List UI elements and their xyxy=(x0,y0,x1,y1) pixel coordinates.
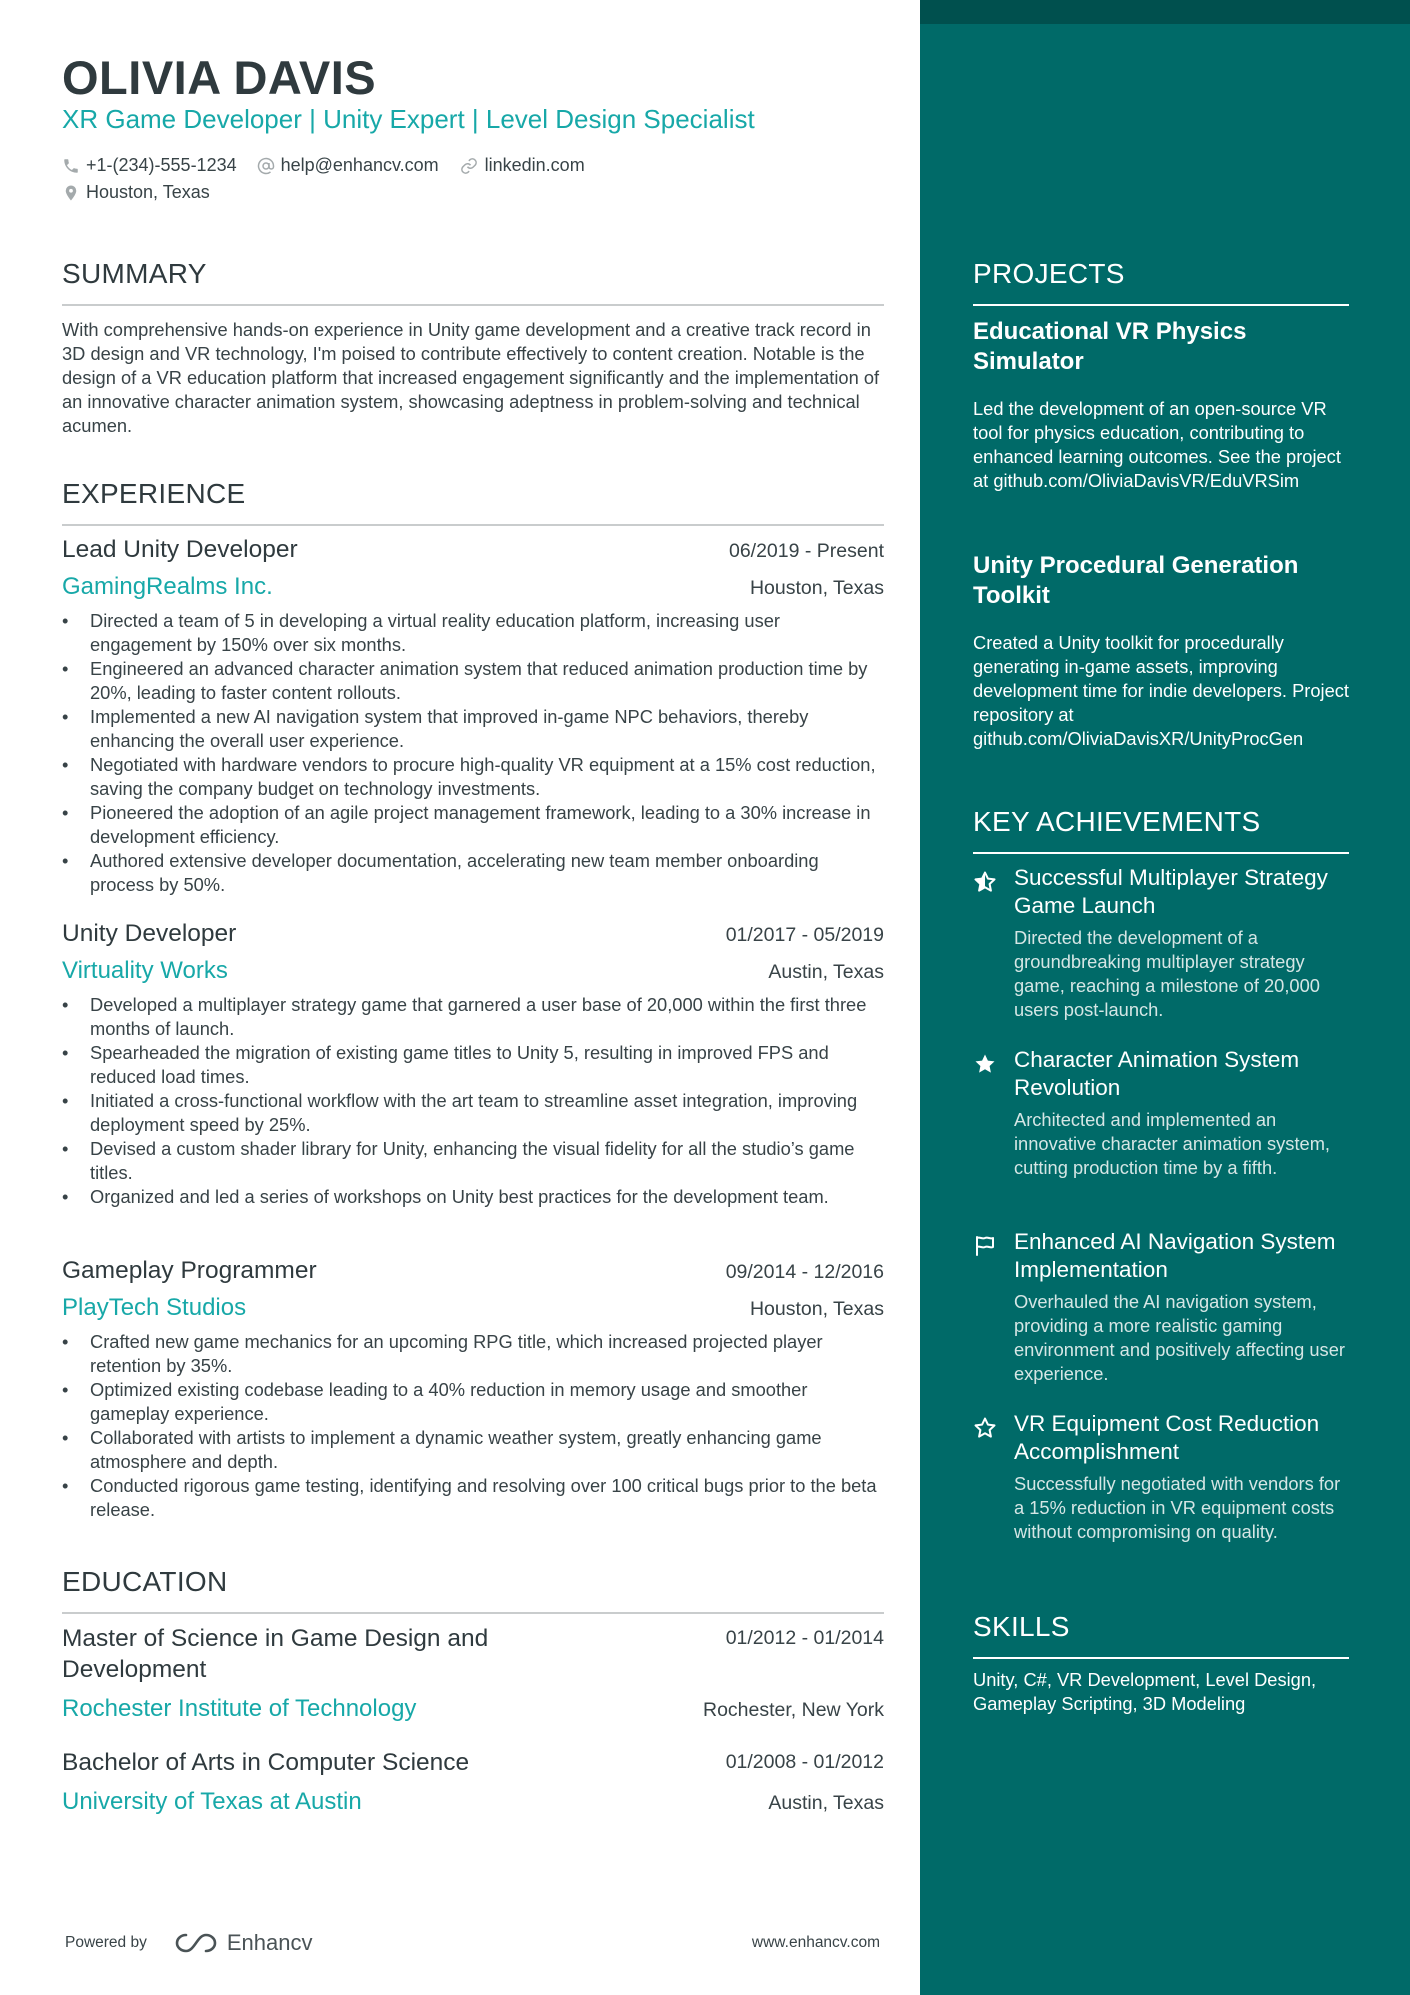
job-bullet: • Optimized existing codebase leading to a 40% reduction in memory usage and smoother gameplay experience. xyxy=(62,1378,884,1426)
job-bullet: • Collaborated with artists to implement a dynamic weather system, greatly enhancing game atmosphere and depth. xyxy=(62,1426,884,1474)
star-icon xyxy=(973,1052,997,1076)
achievement-title: Character Animation System Revolution xyxy=(1014,1047,1300,1100)
brand-logo[interactable] xyxy=(173,1930,313,1956)
enhancv-logo-icon xyxy=(173,1931,219,1955)
skills-list: Unity, C#, VR Development, Level Design, Gameplay Scripting, 3D Modeling xyxy=(973,1669,1317,1714)
achievement-entry xyxy=(973,1410,1353,1544)
powered-by-label: Powered by xyxy=(65,1934,147,1951)
project-description: Led the development of an open-source VR tool for physics education, contributing to enhanced learning outcomes. See the project at github.com/OliviaDavisVR/EduVRSim xyxy=(973,398,1341,491)
achievement-title: Enhanced AI Navigation System Implementation xyxy=(1014,1229,1336,1282)
achievement-description: Successfully negotiated with vendors for a 15% reduction in VR equipment costs without compromising on quality. xyxy=(1014,1473,1341,1542)
degree-title: Bachelor of Arts in Computer Science xyxy=(62,1749,470,1776)
location-pin-icon xyxy=(62,183,80,203)
project-entry xyxy=(973,551,1353,751)
footer xyxy=(65,1930,880,1956)
job-entry xyxy=(62,1257,884,1522)
school-name: University of Texas at Austin xyxy=(62,1788,362,1815)
summary-text: With comprehensive hands-on experience in Unity game development and a creative track record in 3D design and VR technology, I'm poised to contribute effectively to content creation. Notable is the design of a VR education platform that increased engagement significantly and the implementation of an innovative character animation system, showcasing adeptness in problem-solving and technical acumen. xyxy=(62,319,880,436)
experience-heading: EXPERIENCE xyxy=(62,478,246,509)
education-dates: 01/2008 - 01/2012 xyxy=(725,1751,884,1773)
job-location: Houston, Texas xyxy=(749,1298,884,1320)
job-dates: 09/2014 - 12/2016 xyxy=(725,1261,884,1283)
job-dates: 06/2019 - Present xyxy=(728,540,884,562)
education-entry xyxy=(62,1747,884,1816)
summary-divider xyxy=(62,304,884,306)
job-bullets xyxy=(62,609,884,897)
sidebar-top-band xyxy=(920,0,1410,24)
job-title: Lead Unity Developer xyxy=(62,536,298,563)
achievement-title: VR Equipment Cost Reduction Accomplishment xyxy=(1014,1411,1320,1464)
flag-icon xyxy=(973,1234,997,1258)
job-entry xyxy=(62,920,884,1209)
job-bullet: • Spearheaded the migration of existing game titles to Unity 5, resulting in improved FPS and reduced load times. xyxy=(62,1041,884,1089)
link-icon xyxy=(459,157,479,175)
job-bullet: • Initiated a cross-functional workflow with the art team to streamline asset integration, improving deployment speed by 25%. xyxy=(62,1089,884,1137)
company-name: GamingRealms Inc. xyxy=(62,573,273,600)
star-outline-icon xyxy=(973,1416,997,1440)
skills-heading: SKILLS xyxy=(973,1611,1070,1642)
job-bullet: • Implemented a new AI navigation system that improved in-game NPC behaviors, thereby enhancing the overall user experience. xyxy=(62,705,884,753)
job-location: Houston, Texas xyxy=(749,577,884,599)
achievement-description: Architected and implemented an innovative character animation system, cutting production time by a fifth. xyxy=(1014,1109,1331,1178)
at-icon xyxy=(257,157,275,175)
phone-contact xyxy=(62,155,237,176)
job-bullet: • Negotiated with hardware vendors to procure high-quality VR equipment at a 15% cost reduction, saving the company budget on technology investments. xyxy=(62,753,884,801)
job-bullets xyxy=(62,1330,884,1522)
job-bullet: • Organized and led a series of workshops on Unity best practices for the development team. xyxy=(62,1185,884,1209)
phone-icon xyxy=(62,157,80,175)
summary-heading: SUMMARY xyxy=(62,258,207,289)
education-heading: EDUCATION xyxy=(62,1566,228,1597)
phone-text: +1-(234)-555-1234 xyxy=(86,155,237,175)
footer-url[interactable]: www.enhancv.com xyxy=(751,1934,880,1951)
job-dates: 01/2017 - 05/2019 xyxy=(725,924,884,946)
job-bullet: • Authored extensive developer documentation, accelerating new team member onboarding process by 50%. xyxy=(62,849,884,897)
brand-name: Enhancv xyxy=(226,1930,313,1955)
powered-by xyxy=(65,1930,312,1956)
education-entry xyxy=(62,1623,884,1723)
job-bullet: • Conducted rigorous game testing, identifying and resolving over 100 critical bugs prior to the beta release. xyxy=(62,1474,884,1522)
email-text: help@enhancv.com xyxy=(280,155,439,175)
experience-divider xyxy=(62,524,884,526)
education-location: Austin, Texas xyxy=(768,1792,884,1814)
education-dates: 01/2012 - 01/2014 xyxy=(725,1627,884,1649)
job-bullets xyxy=(62,993,884,1209)
skills-divider xyxy=(973,1657,1349,1659)
job-title: Unity Developer xyxy=(62,920,237,947)
job-bullet: • Crafted new game mechanics for an upcoming RPG title, which increased projected player retention by 35%. xyxy=(62,1330,884,1378)
job-bullet: • Pioneered the adoption of an agile project management framework, leading to a 30% increase in development efficiency. xyxy=(62,801,884,849)
achievement-entry xyxy=(973,1228,1353,1386)
job-bullet: • Devised a custom shader library for Unity, enhancing the visual fidelity for all the studio’s game titles. xyxy=(62,1137,884,1185)
sidebar xyxy=(920,0,1410,1995)
job-location: Austin, Texas xyxy=(768,961,884,983)
half-star-icon xyxy=(973,870,997,894)
company-name: Virtuality Works xyxy=(62,957,228,984)
achievement-description: Directed the development of a groundbreaking multiplayer strategy game, reaching a milestone of 20,000 users post-launch. xyxy=(1014,927,1320,1020)
achievement-description: Overhauled the AI navigation system, providing a more realistic gaming environment and positively affecting user experience. xyxy=(1014,1291,1345,1384)
location-contact xyxy=(62,182,210,203)
projects-heading: PROJECTS xyxy=(973,258,1125,289)
project-title: Unity Procedural Generation Toolkit xyxy=(973,552,1299,609)
achievement-entry xyxy=(973,864,1353,1022)
job-bullet: • Developed a multiplayer strategy game that garnered a user base of 20,000 within the first three months of launch. xyxy=(62,993,884,1041)
projects-divider xyxy=(973,304,1349,306)
location-text: Houston, Texas xyxy=(86,182,210,202)
job-bullet: • Directed a team of 5 in developing a virtual reality education platform, increasing user engagement by 150% over six months. xyxy=(62,609,884,657)
achievements-heading: KEY ACHIEVEMENTS xyxy=(973,806,1261,837)
contact-info xyxy=(62,152,882,206)
project-title: Educational VR Physics Simulator xyxy=(973,318,1247,375)
achievements-divider xyxy=(973,852,1349,854)
degree-title: Master of Science in Game Design and Development xyxy=(62,1625,489,1683)
project-description: Created a Unity toolkit for procedurally generating in-game assets, improving development time for indie developers. Project repository at github.com/OliviaDavisXR/UnityProcGen xyxy=(973,632,1349,749)
education-divider xyxy=(62,1612,884,1614)
school-name: Rochester Institute of Technology xyxy=(62,1695,417,1722)
achievement-title: Successful Multiplayer Strategy Game Launch xyxy=(1014,865,1328,918)
project-entry xyxy=(973,317,1353,493)
candidate-headline: XR Game Developer | Unity Expert | Level Design Specialist xyxy=(62,104,755,134)
candidate-name: OLIVIA DAVIS xyxy=(62,51,377,104)
linkedin-contact[interactable] xyxy=(459,155,585,176)
linkedin-text: linkedin.com xyxy=(484,155,585,175)
email-contact[interactable] xyxy=(257,155,439,176)
achievement-entry xyxy=(973,1046,1353,1180)
job-bullet: • Engineered an advanced character animation system that reduced animation production time by 20%, leading to faster content rollouts. xyxy=(62,657,884,705)
company-name: PlayTech Studios xyxy=(62,1294,247,1321)
job-title: Gameplay Programmer xyxy=(62,1257,317,1284)
education-location: Rochester, New York xyxy=(702,1699,884,1721)
job-entry xyxy=(62,536,884,897)
